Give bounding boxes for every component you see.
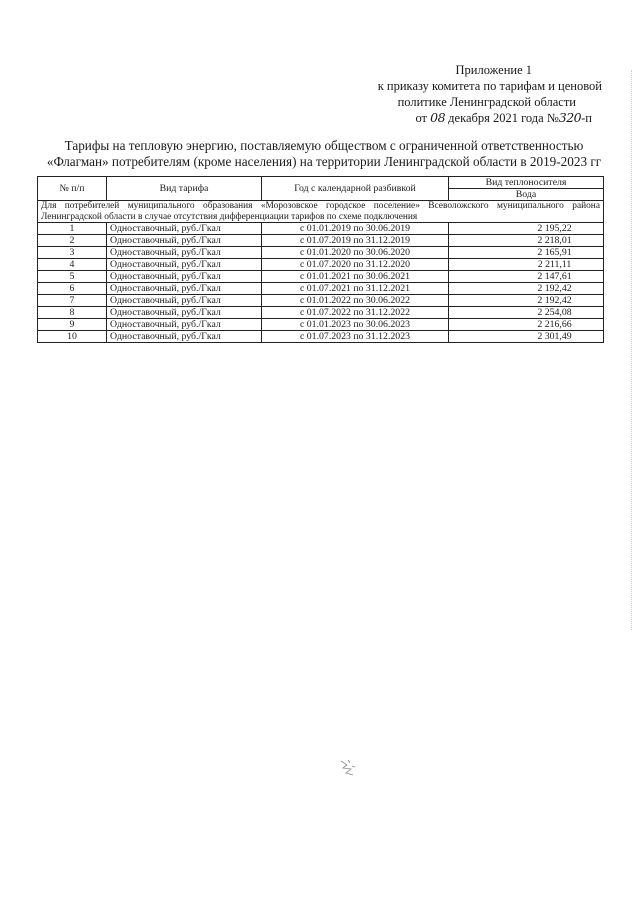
row-value: 2 301,49 bbox=[449, 331, 604, 343]
annex-date-middle: декабря 2021 года № bbox=[448, 111, 559, 125]
header-num: № п/п bbox=[38, 177, 107, 201]
row-period: с 01.07.2022 по 31.12.2022 bbox=[262, 307, 449, 319]
row-period: с 01.01.2020 по 30.06.2020 bbox=[262, 247, 449, 259]
scribble-mark bbox=[338, 757, 358, 779]
row-tariff-type: Одноставочный, руб./Гкал bbox=[107, 295, 262, 307]
row-num: 8 bbox=[38, 307, 107, 319]
row-period: с 01.07.2023 по 31.12.2023 bbox=[262, 331, 449, 343]
row-num: 1 bbox=[38, 223, 107, 235]
table-row bbox=[38, 319, 604, 331]
annex-order-line: к приказу комитета по тарифам и ценовой bbox=[377, 79, 602, 93]
consumer-group-row: Для потребителей муниципального образования «Морозовское городское поселение» Всеволожского муниципального района Ленинградской области в случае отсутствия дифференциации тарифов по схеме подключения bbox=[38, 201, 604, 223]
table-row bbox=[38, 223, 604, 235]
table-row bbox=[38, 271, 604, 283]
table-row bbox=[38, 259, 604, 271]
annex-order-number: 320 bbox=[558, 110, 582, 125]
row-value: 2 254,08 bbox=[449, 307, 604, 319]
row-period: с 01.07.2020 по 31.12.2020 bbox=[262, 259, 449, 271]
row-num: 4 bbox=[38, 259, 107, 271]
row-tariff-type: Одноставочный, руб./Гкал bbox=[107, 223, 262, 235]
row-value: 2 218,01 bbox=[449, 235, 604, 247]
table-row bbox=[38, 283, 604, 295]
row-num: 9 bbox=[38, 319, 107, 331]
tariff-table bbox=[37, 176, 604, 343]
table-row bbox=[38, 331, 604, 343]
table-row bbox=[38, 295, 604, 307]
annex-committee-line: политике Ленинградской области bbox=[397, 95, 576, 109]
row-value: 2 216,66 bbox=[449, 319, 604, 331]
row-value: 2 195,22 bbox=[449, 223, 604, 235]
row-tariff-type: Одноставочный, руб./Гкал bbox=[107, 283, 262, 295]
row-value: 2 147,61 bbox=[449, 271, 604, 283]
row-value: 2 211,11 bbox=[449, 259, 604, 271]
header-water: Вода bbox=[449, 189, 604, 201]
annex-date-prefix: от bbox=[415, 111, 427, 125]
row-tariff-type: Одноставочный, руб./Гкал bbox=[107, 247, 262, 259]
row-value: 2 192,42 bbox=[449, 295, 604, 307]
row-period: с 01.01.2021 по 30.06.2021 bbox=[262, 271, 449, 283]
header-carrier: Вид теплоносителя bbox=[449, 177, 604, 189]
row-num: 5 bbox=[38, 271, 107, 283]
annex-header bbox=[302, 62, 602, 126]
header-tariff-type: Вид тарифа bbox=[107, 177, 262, 201]
row-tariff-type: Одноставочный, руб./Гкал bbox=[107, 271, 262, 283]
row-num: 10 bbox=[38, 331, 107, 343]
header-period: Год с календарной разбивкой bbox=[262, 177, 449, 201]
row-value: 2 192,42 bbox=[449, 283, 604, 295]
row-num: 7 bbox=[38, 295, 107, 307]
document-title bbox=[44, 138, 604, 170]
row-tariff-type: Одноставочный, руб./Гкал bbox=[107, 319, 262, 331]
annex-date-day: 08 bbox=[430, 110, 446, 125]
table-row bbox=[38, 307, 604, 319]
row-period: с 01.01.2023 по 30.06.2023 bbox=[262, 319, 449, 331]
row-period: с 01.01.2022 по 30.06.2022 bbox=[262, 295, 449, 307]
row-num: 6 bbox=[38, 283, 107, 295]
annex-order-suffix: -п bbox=[581, 111, 592, 125]
row-num: 3 bbox=[38, 247, 107, 259]
row-value: 2 165,91 bbox=[449, 247, 604, 259]
row-tariff-type: Одноставочный, руб./Гкал bbox=[107, 307, 262, 319]
document-title-line1: Тарифы на тепловую энергию, поставляемую обществом с ограниченной ответственностью bbox=[64, 138, 584, 153]
table-row bbox=[38, 247, 604, 259]
margin-scan-line bbox=[631, 70, 634, 630]
annex-title: Приложение 1 bbox=[455, 63, 532, 77]
row-tariff-type: Одноставочный, руб./Гкал bbox=[107, 259, 262, 271]
annex-date-line bbox=[302, 110, 602, 126]
row-period: с 01.01.2019 по 30.06.2019 bbox=[262, 223, 449, 235]
row-period: с 01.07.2019 по 31.12.2019 bbox=[262, 235, 449, 247]
row-tariff-type: Одноставочный, руб./Гкал bbox=[107, 235, 262, 247]
row-period: с 01.07.2021 по 31.12.2021 bbox=[262, 283, 449, 295]
document-title-line2: «Флагман» потребителям (кроме населения) на территории Ленинградской области в 2019-2023 гг bbox=[46, 154, 602, 169]
row-tariff-type: Одноставочный, руб./Гкал bbox=[107, 331, 262, 343]
row-num: 2 bbox=[38, 235, 107, 247]
table-row bbox=[38, 235, 604, 247]
